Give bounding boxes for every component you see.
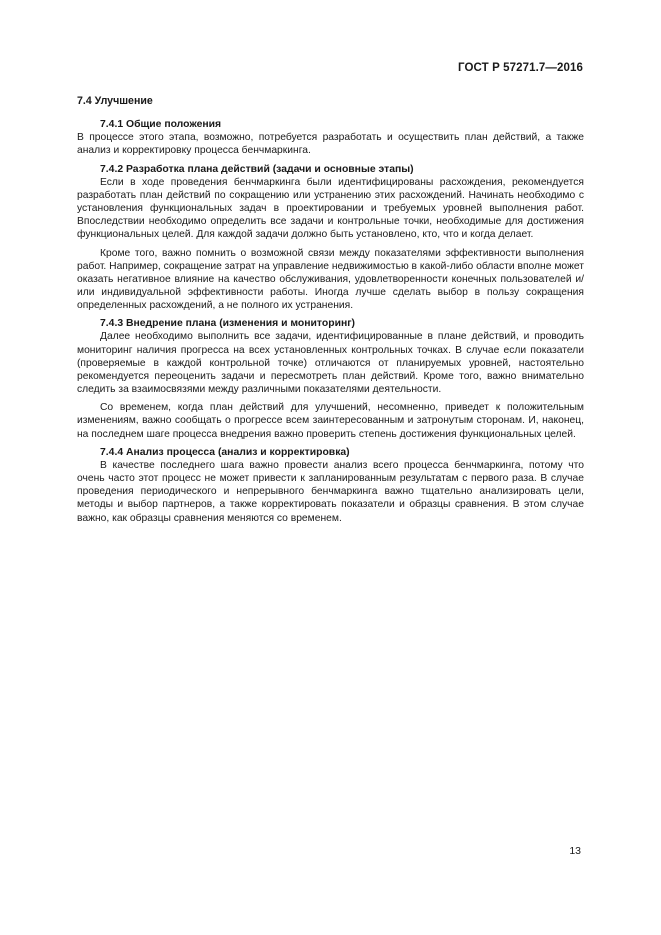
standard-designation: ГОСТ Р 57271.7—2016 <box>458 62 583 74</box>
paragraph-7-4-1-1: В процессе этого этапа, возможно, потребуется разработать и осуществить план действий, а также анализ и корректировку процесса бенчмаркинга. <box>77 132 584 157</box>
paragraph-7-4-2-1: Если в ходе проведения бенчмаркинга были идентифицированы расхождения, рекомендуется разработать план действий по сокращению или устранению этих расхождений. Начинать необходимо с установления функциональных задач в проектировании и требуемых уровней выполнения работ. Впоследствии необходимо определить все задачи и контрольные точки, необходимые для достижения функциональных целей. Для каждой задачи должно быть установлено, кто, что и когда делает. <box>77 176 584 241</box>
subsection-title-7-4-1: 7.4.1 Общие положения <box>100 119 222 130</box>
paragraph-7-4-4-1: В качестве последнего шага важно провести анализ всего процесса бенчмаркинга, потому что очень часто этот процесс не может привести к запланированным результатам с первого раза. В случае проведения периодического и непрерывного бенчмаркинга важно тщательно анализировать цели, методы и выбор партнеров, а также корректировать показатели и образцы сравнения. В этом случае важно, как образцы сравнения меняются со временем. <box>77 459 584 524</box>
subsection-title-7-4-3: 7.4.3 Внедрение плана (изменения и мониторинг) <box>100 318 356 330</box>
section-title: 7.4 Улучшение <box>77 95 153 107</box>
paragraph-7-4-2-2: Кроме того, важно помнить о возможной связи между показателями эффективности выполнения работ. Например, сокращение затрат на управление недвижимостью в какой-либо области вполне может оказать негативное влияние на качество обслуживания, удовлетворенности конечных пользователей и/или индивидуальной эффективности работы. Иногда лучше сделать выбор в пользу сокращения определенных расхождений, а не полного их устранения. <box>77 247 584 312</box>
subsection-title-7-4-2: 7.4.2 Разработка плана действий (задачи и основные этапы) <box>100 163 414 175</box>
paragraph-7-4-3-2: Со временем, когда план действий для улучшений, несомненно, приведет к положительным изменениям, важно сообщать о прогрессе всем заинтересованным и затронутым сторонам. И, наконец, на последнем шаге процесса внедрения важно проверить степень достижения функциональных целей. <box>77 402 584 440</box>
page-number: 13 <box>569 845 581 857</box>
document-content <box>77 94 584 530</box>
subsection-title-7-4-4: 7.4.4 Анализ процесса (анализ и корректировка) <box>100 446 350 458</box>
paragraph-7-4-3-1: Далее необходимо выполнить все задачи, идентифицированные в плане действий, и проводить мониторинг наличия прогресса на всех установленных контрольных точках. В случае если показатели (проверяемые в каждой контрольной точке) отличаются от планируемых уровней, настоятельно рекомендуется переоценить задачи и пересмотреть план действий. Кроме того, важно внимательно следить за взаимосвязями между различными показателями деятельности. <box>77 331 584 396</box>
